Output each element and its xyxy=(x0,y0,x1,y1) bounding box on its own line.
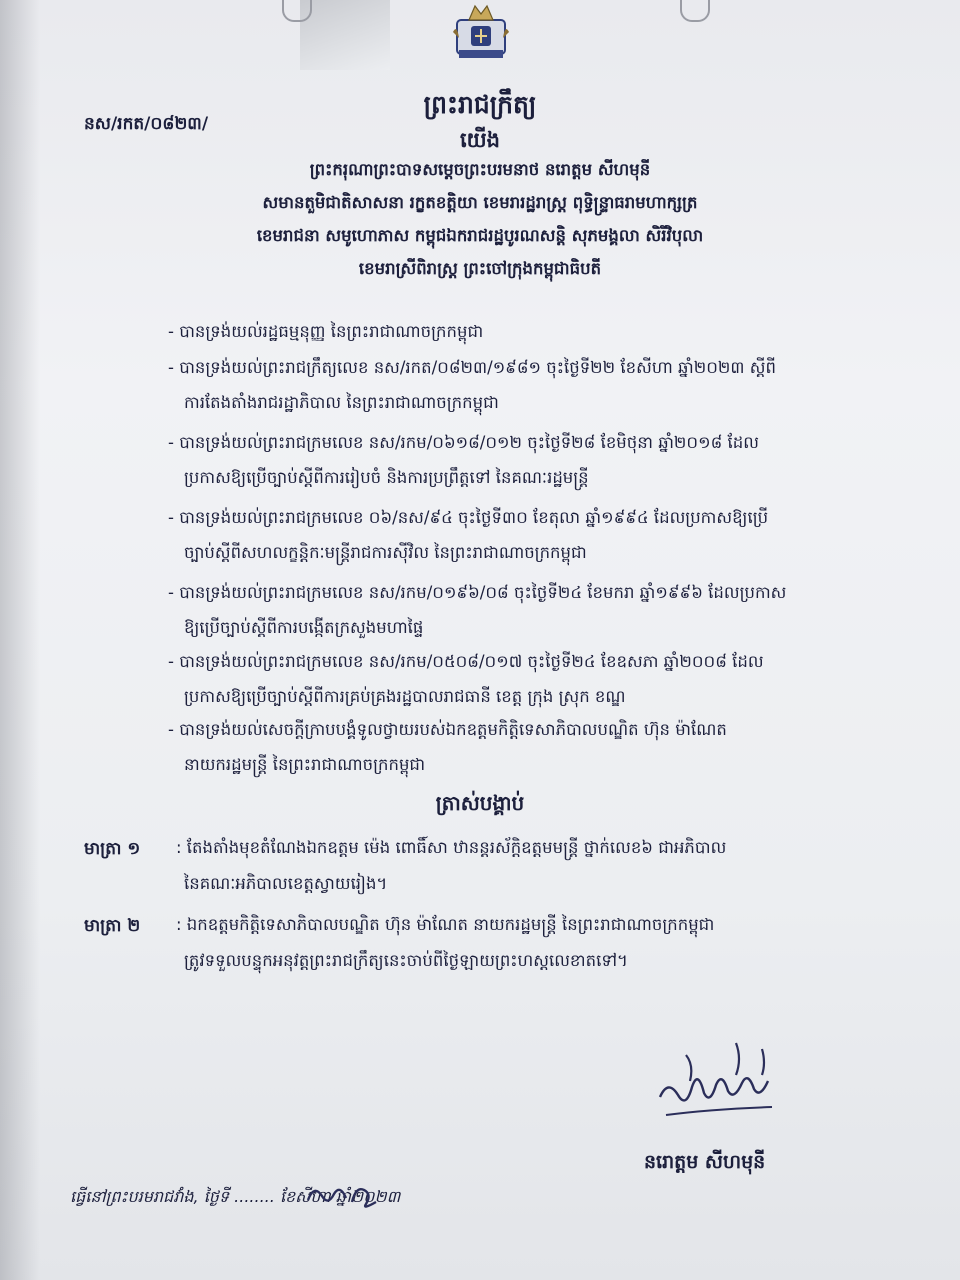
visa-6-line-2: ប្រកាសឱ្យប្រើច្បាប់ស្តីពីការគ្រប់គ្រងរដ្ឋបាលរាជធានី ខេត្ត ក្រុង ស្រុក ខណ្ឌ xyxy=(184,687,626,706)
visa-4-line-1: - បានទ្រង់យល់ព្រះរាជក្រមលេខ ០៦/នស/៩៤ ចុះថ្ងៃទី៣០ ខែតុលា ឆ្នាំ១៩៩៤ ដែលប្រកាសឱ្យប្រើ xyxy=(168,508,769,527)
visa-1-line-1: - បានទ្រង់យល់រដ្ឋធម្មនុញ្ញ នៃព្រះរាជាណាចក្រកម្ពុជា xyxy=(168,322,484,341)
paper-clip-right xyxy=(680,0,710,22)
article-2-label: មាត្រា ២ xyxy=(84,916,141,936)
visa-6-line-1: - បានទ្រង់យល់ព្រះរាជក្រមលេខ នស/រកម/០៥០៨/០១៧ ចុះថ្ងៃទី២៤ ខែឧសភា ឆ្នាំ២០០៨ ដែល xyxy=(168,652,764,671)
signatory-name: នរោត្តម សីហមុនី xyxy=(644,1151,766,1173)
decide-heading: ត្រាស់បង្គាប់ xyxy=(435,791,525,815)
visa-5-line-1: - បានទ្រង់យល់ព្រះរាជក្រមលេខ នស/រកម/០១៩៦/០៨ ចុះថ្ងៃទី២៤ ខែមករា ឆ្នាំ១៩៩៦ ដែលប្រកាស xyxy=(168,583,787,602)
article-2-line-2: ត្រូវទទួលបន្ទុកអនុវត្តព្រះរាជក្រឹត្យនេះចាប់ពីថ្ងៃឡាយព្រះហស្តលេខាតទៅ។ xyxy=(184,951,628,970)
article-1-line-1: : តែងតាំងមុខតំណែងឯកឧត្តម ម៉េង ពោធិ៍សា ឋានន្តរស័ក្តិឧត្តមមន្ត្រី ថ្នាក់លេខ៦ ជាអភិបាល xyxy=(176,838,727,857)
royal-arms-emblem xyxy=(449,2,513,64)
visa-7-line-2: នាយករដ្ឋមន្ត្រី នៃព្រះរាជាណាចក្រកម្ពុជា xyxy=(184,755,426,774)
visa-7-line-1: - បានទ្រង់យល់សេចក្តីក្រាបបង្គំទូលថ្វាយរបស់ឯកឧត្តមកិត្តិទេសាភិបាលបណ្ឌិត ហ៊ុន ម៉ាណែត xyxy=(168,720,727,739)
we-heading: យើង xyxy=(460,128,500,152)
visa-3-line-2: ប្រកាសឱ្យប្រើច្បាប់ស្តីពីការរៀបចំ និងការប្រព្រឹត្តទៅ នៃគណៈរដ្ឋមន្ត្រី xyxy=(184,468,589,487)
visa-2-line-1: - បានទ្រង់យល់ព្រះរាជក្រឹត្យលេខ នស/រកត/០៨២៣/១៩៨១ ចុះថ្ងៃទី២២ ខែសីហា ឆ្នាំ២០២៣ ស្តីពី xyxy=(168,358,776,377)
king-title-line-3: ខេមរាជនា សមូហោភាស កម្ពុជឯករាជរដ្ឋបូរណសន្តិ សុភមង្គលា សិរីវិបុលា xyxy=(256,226,704,245)
visa-5-line-2: ឱ្យប្រើច្បាប់ស្តីពីការបង្កើតក្រសួងមហាផ្ទៃ xyxy=(184,618,424,637)
handwritten-day xyxy=(302,1176,384,1212)
king-title-line-2: សមានតួមិជាតិសាសនា រក្ខតខត្តិយា ខេមរារដ្ឋរាស្ត្រ ពុទ្ធិន្ទ្រាធរាមហាក្សត្រ xyxy=(262,193,698,212)
page-title: ព្រះរាជក្រឹត្យ xyxy=(423,90,537,119)
issue-date: ធ្វើនៅព្រះបរមរាជវាំង, ថ្ងៃទី ........ ខែសីហា ឆ្នាំ២០២៣ xyxy=(70,1187,401,1206)
handwritten-signature xyxy=(652,1035,782,1125)
article-1-line-2: នៃគណៈអភិបាលខេត្តស្វាយរៀង។ xyxy=(184,874,388,893)
article-1-label: មាត្រា ១ xyxy=(84,839,141,859)
paper-fold xyxy=(300,0,390,70)
page-shadow xyxy=(0,0,40,1280)
visa-3-line-1: - បានទ្រង់យល់ព្រះរាជក្រមលេខ នស/រកម/០៦១៨/០១២ ចុះថ្ងៃទី២៨ ខែមិថុនា ឆ្នាំ២០១៨ ដែល xyxy=(168,433,759,452)
paper-clip-left xyxy=(282,0,312,22)
king-title-line-1: ព្រះករុណាព្រះបាទសម្តេចព្រះបរមនាថ នរោត្តម សីហមុនី xyxy=(309,160,651,179)
reference-number: នស/រកត/០៨២៣/ xyxy=(84,114,209,134)
king-title-line-4: ខេមរាស្រីពិរាស្ត្រ ព្រះចៅក្រុងកម្ពុជាធិបតី xyxy=(358,259,602,278)
article-2-line-1: : ឯកឧត្តមកិត្តិទេសាភិបាលបណ្ឌិត ហ៊ុន ម៉ាណែត នាយករដ្ឋមន្ត្រី នៃព្រះរាជាណាចក្រកម្ពុជា xyxy=(176,915,715,934)
visa-4-line-2: ច្បាប់ស្តីពីសហលក្ខន្តិកៈមន្ត្រីរាជការស៊ីវិល នៃព្រះរាជាណាចក្រកម្ពុជា xyxy=(184,543,587,562)
visa-2-line-2: ការតែងតាំងរាជរដ្ឋាភិបាល នៃព្រះរាជាណាចក្រកម្ពុជា xyxy=(184,393,499,412)
